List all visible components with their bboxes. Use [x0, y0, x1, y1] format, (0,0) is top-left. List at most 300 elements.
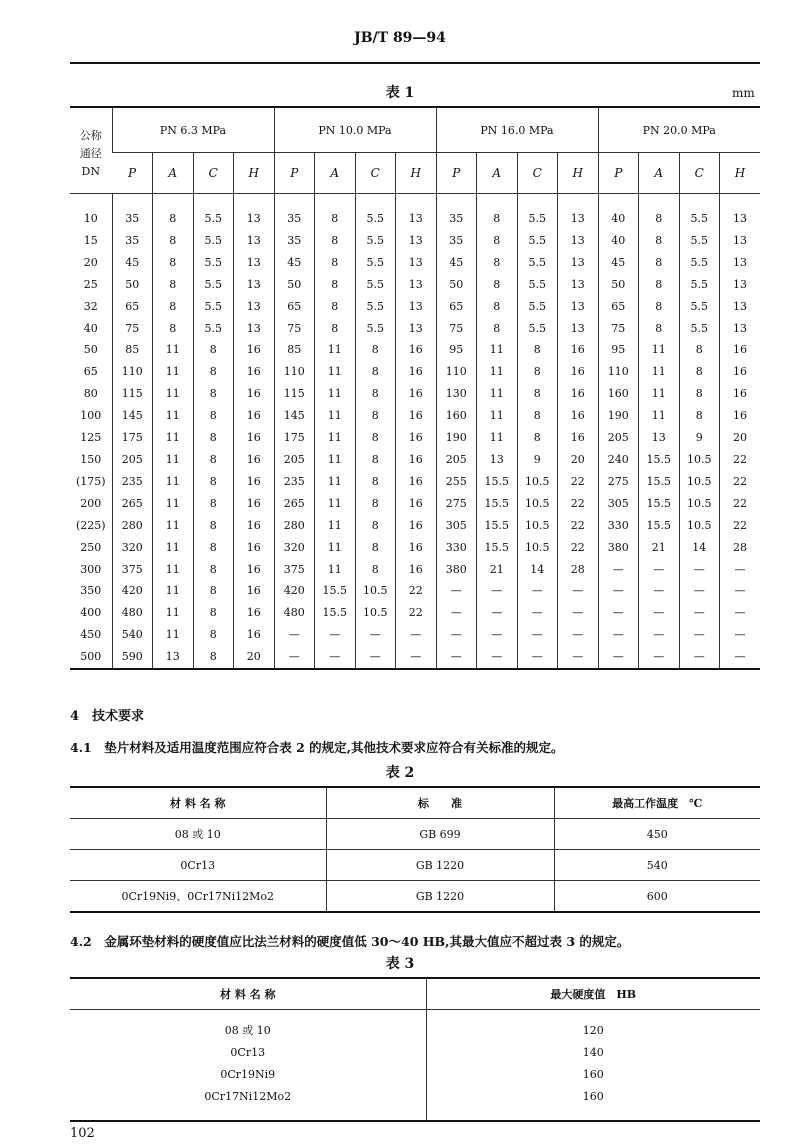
table-cell: 16 [234, 559, 275, 581]
table-cell: 590 [112, 646, 153, 669]
table-cell: — [679, 624, 720, 646]
table-cell: 8 [315, 230, 356, 252]
table-cell: 5.5 [517, 296, 558, 318]
table-cell: 20 [234, 646, 275, 669]
table-cell: 8 [193, 405, 234, 427]
table-cell: 85 [274, 339, 315, 361]
table-cell: 8 [193, 515, 234, 537]
spacer-cell [355, 194, 396, 209]
table-cell: 5.5 [517, 230, 558, 252]
table-cell: 10.5 [679, 471, 720, 493]
table-cell: 65 [598, 296, 639, 318]
spacer-cell [315, 194, 356, 209]
table-row [70, 230, 760, 252]
table-cell: — [517, 580, 558, 602]
table-cell: — [598, 624, 639, 646]
table-cell: 13 [639, 427, 680, 449]
table-cell: 16 [396, 339, 437, 361]
table-cell: 13 [396, 230, 437, 252]
table3-header: 最大硬度值 HB [426, 978, 760, 1010]
dn-cell: 350 [80, 584, 102, 598]
dn-cell: 150 [80, 452, 102, 466]
table-cell: 10.5 [517, 471, 558, 493]
table-row [70, 1063, 760, 1085]
table-cell: 95 [436, 339, 477, 361]
table-cell: 22 [396, 602, 437, 624]
table-cell: 16 [396, 493, 437, 515]
table-cell: — [396, 646, 437, 669]
table-cell: 16 [396, 471, 437, 493]
table-cell: 11 [153, 559, 194, 581]
subcol-header: A [315, 153, 356, 194]
table-cell: 8 [315, 274, 356, 296]
table-cell: 8 [193, 537, 234, 559]
spacer-cell [193, 194, 234, 209]
table-cell: 13 [234, 252, 275, 274]
table-cell: 65 [436, 296, 477, 318]
table-cell: 13 [396, 252, 437, 274]
table-cell: — [598, 646, 639, 669]
table-cell: 11 [639, 361, 680, 383]
table-cell: 5.5 [355, 208, 396, 230]
dn-cell: 32 [83, 299, 98, 313]
table-cell: 16 [396, 537, 437, 559]
table-cell: 5.5 [679, 274, 720, 296]
table-cell: 240 [598, 449, 639, 471]
table-cell: 35 [436, 230, 477, 252]
table-cell: 8 [679, 405, 720, 427]
table-row [70, 427, 760, 449]
table-cell: 11 [315, 427, 356, 449]
table-cell: 110 [274, 361, 315, 383]
table-cell: 8 [153, 296, 194, 318]
table-row [70, 881, 760, 913]
spacer-cell [598, 194, 639, 209]
table-cell: 5.5 [193, 230, 234, 252]
table-cell: 10.5 [679, 493, 720, 515]
table-cell: 8 [355, 405, 396, 427]
subcol-header: P [112, 153, 153, 194]
table-cell: — [720, 646, 761, 669]
table-cell: 13 [720, 208, 761, 230]
table-row [70, 252, 760, 274]
spacer-cell [517, 194, 558, 209]
subcol-header: P [598, 153, 639, 194]
table-row [70, 449, 760, 471]
table-cell: — [679, 602, 720, 624]
table-cell: 375 [112, 559, 153, 581]
table-cell: — [517, 624, 558, 646]
table-cell: 50 [112, 274, 153, 296]
table-cell: — [639, 580, 680, 602]
table-cell: 16 [396, 361, 437, 383]
table-cell: 13 [558, 252, 599, 274]
table-cell: 35 [112, 208, 153, 230]
table-cell: — [436, 580, 477, 602]
table-cell: 16 [720, 405, 761, 427]
table-cell: 16 [234, 580, 275, 602]
subcol-header: H [396, 153, 437, 194]
table-cell: 8 [477, 274, 518, 296]
table-cell: 0Cr13 [70, 850, 326, 881]
table-cell: 110 [436, 361, 477, 383]
table-cell: 16 [234, 602, 275, 624]
spacer-cell [639, 194, 680, 209]
table-cell: GB 1220 [326, 881, 554, 913]
table-cell: 65 [112, 296, 153, 318]
table-row [70, 819, 760, 850]
table-cell: 11 [153, 580, 194, 602]
table-cell: 13 [558, 296, 599, 318]
table-cell: 35 [274, 208, 315, 230]
table-cell: 11 [315, 405, 356, 427]
table-cell: 13 [720, 274, 761, 296]
table-cell: 5.5 [517, 208, 558, 230]
table-cell: 15.5 [639, 515, 680, 537]
table-cell: 11 [315, 515, 356, 537]
table-cell: 11 [153, 515, 194, 537]
table-cell: 11 [477, 405, 518, 427]
table-cell: 235 [274, 471, 315, 493]
dn-header-line3: DN [81, 164, 100, 178]
spacer-cell [679, 194, 720, 209]
table-cell: — [274, 624, 315, 646]
table-cell: — [436, 602, 477, 624]
table-cell: 11 [315, 361, 356, 383]
table-cell: 10.5 [355, 602, 396, 624]
table-cell: 305 [598, 493, 639, 515]
table-cell: 11 [153, 624, 194, 646]
table-row [70, 646, 760, 669]
table-cell: — [477, 602, 518, 624]
dn-cell: 20 [83, 255, 98, 269]
table-cell: — [558, 624, 599, 646]
table-cell: — [639, 559, 680, 581]
table-cell: 15.5 [477, 537, 518, 559]
table-cell: 420 [274, 580, 315, 602]
subcol-header: H [234, 153, 275, 194]
table-cell: 8 [355, 449, 396, 471]
table-cell: 11 [315, 383, 356, 405]
dn-cell: 400 [80, 606, 102, 620]
table-cell: 8 [355, 471, 396, 493]
table-cell: 8 [639, 252, 680, 274]
table-cell: 8 [315, 318, 356, 340]
table-cell: 08 或 10 [224, 1024, 271, 1037]
table-cell: 9 [679, 427, 720, 449]
table-cell: 11 [153, 537, 194, 559]
dn-cell: 125 [80, 431, 102, 445]
table-cell: 11 [153, 405, 194, 427]
table-row [70, 405, 760, 427]
table-cell: 13 [396, 296, 437, 318]
dn-cell: 10 [83, 212, 98, 225]
table-cell: 22 [720, 471, 761, 493]
table-cell: 14 [517, 559, 558, 581]
table-cell: 16 [234, 493, 275, 515]
table-cell: 10.5 [679, 449, 720, 471]
table-cell: 8 [639, 230, 680, 252]
table-cell: 8 [355, 383, 396, 405]
table-cell: 15.5 [477, 515, 518, 537]
table-cell: 85 [112, 339, 153, 361]
table-cell: 9 [517, 449, 558, 471]
table-cell: 15.5 [315, 580, 356, 602]
table-row [70, 361, 760, 383]
table-cell: 5.5 [517, 274, 558, 296]
table-cell: 5.5 [679, 252, 720, 274]
spacer-cell [153, 194, 194, 209]
table-cell: 140 [426, 1041, 760, 1063]
table-cell: 8 [153, 208, 194, 230]
table-cell: 5.5 [193, 274, 234, 296]
spacer-cell [112, 194, 153, 209]
table-cell: 15.5 [639, 449, 680, 471]
table-cell: 13 [558, 274, 599, 296]
table-cell: 13 [234, 208, 275, 230]
subcol-header: C [679, 153, 720, 194]
table-cell: 145 [112, 405, 153, 427]
table-cell: 8 [153, 252, 194, 274]
subcol-header: A [477, 153, 518, 194]
table-cell: 420 [112, 580, 153, 602]
table-cell: 11 [477, 427, 518, 449]
table-cell: — [639, 646, 680, 669]
table-cell: 8 [517, 383, 558, 405]
table-cell: 16 [396, 449, 437, 471]
table-cell: 50 [274, 274, 315, 296]
paragraph-4-1: 4.1 垫片材料及适用温度范围应符合表 2 的规定,其他技术要求应符合有关标准的规定。 [70, 740, 564, 755]
table-cell: 10.5 [355, 580, 396, 602]
table-cell: 330 [436, 537, 477, 559]
table-cell: 160 [426, 1085, 760, 1121]
table-cell: 13 [396, 274, 437, 296]
table-cell: 22 [558, 471, 599, 493]
table-cell: 480 [274, 602, 315, 624]
table-cell: 13 [477, 449, 518, 471]
table-cell: 8 [477, 208, 518, 230]
table-cell: 5.5 [679, 208, 720, 230]
table-cell: — [436, 646, 477, 669]
table-cell: 5.5 [355, 274, 396, 296]
table-cell: 40 [598, 230, 639, 252]
table-cell: 16 [558, 339, 599, 361]
table-cell: 8 [153, 318, 194, 340]
table-cell: 11 [153, 471, 194, 493]
table-cell: 10.5 [517, 493, 558, 515]
table-cell: 8 [355, 515, 396, 537]
subcol-header: A [639, 153, 680, 194]
table-cell: 8 [153, 274, 194, 296]
table-cell: 20 [558, 449, 599, 471]
table-cell: 205 [274, 449, 315, 471]
table-cell: 8 [679, 339, 720, 361]
table1-unit: mm [732, 86, 755, 100]
table2-header: 最高工作温度 ℃ [554, 787, 760, 819]
table-cell: 540 [554, 850, 760, 881]
table-cell: 8 [477, 318, 518, 340]
table-cell: 8 [355, 427, 396, 449]
table-cell: 22 [396, 580, 437, 602]
dn-cell: 100 [80, 409, 102, 423]
spacer-cell [70, 194, 112, 209]
table-cell: 13 [558, 318, 599, 340]
table-cell: 16 [396, 515, 437, 537]
table-cell: — [477, 624, 518, 646]
table2-header: 标 准 [326, 787, 554, 819]
table-cell: 10.5 [517, 537, 558, 559]
table-cell: 8 [315, 208, 356, 230]
table-cell: 115 [112, 383, 153, 405]
table-cell: 15.5 [639, 493, 680, 515]
table-cell: 8 [193, 339, 234, 361]
table-cell: 380 [436, 559, 477, 581]
dn-cell: 65 [83, 365, 98, 379]
table-cell: 8 [315, 252, 356, 274]
table2 [70, 786, 760, 913]
table-cell: 22 [720, 515, 761, 537]
table-cell: 320 [274, 537, 315, 559]
pn-group-header: PN 6.3 MPa [112, 107, 274, 153]
table-cell: 8 [477, 252, 518, 274]
table-cell: 540 [112, 624, 153, 646]
table-cell: 8 [193, 493, 234, 515]
table-cell: 120 [426, 1010, 760, 1042]
paragraph-4-2: 4.2 金属环垫材料的硬度值应比法兰材料的硬度值低 30～40 HB,其最大值应不超过表 3 的规定。 [70, 934, 630, 949]
table-cell: 10.5 [517, 515, 558, 537]
table-cell: 5.5 [193, 208, 234, 230]
table-cell: 190 [436, 427, 477, 449]
dn-cell: 250 [80, 540, 102, 554]
table-cell: 8 [193, 646, 234, 669]
table-cell: 8 [355, 339, 396, 361]
table-cell: 16 [396, 427, 437, 449]
table-cell: 11 [315, 471, 356, 493]
table-cell: 16 [396, 383, 437, 405]
table-cell: 75 [112, 318, 153, 340]
table-cell: 95 [598, 339, 639, 361]
table-row [70, 1010, 760, 1042]
table-row [70, 559, 760, 581]
table-cell: — [517, 646, 558, 669]
table-cell: 115 [274, 383, 315, 405]
pn-group-header: PN 10.0 MPa [274, 107, 436, 153]
table-cell: 28 [558, 559, 599, 581]
table-row [70, 624, 760, 646]
table-cell: 305 [436, 515, 477, 537]
dn-header-line1: 公称 [79, 128, 102, 142]
table-cell: 11 [153, 339, 194, 361]
table-row [70, 1041, 760, 1063]
table-cell: 330 [598, 515, 639, 537]
table-cell: 0Cr19Ni9 [220, 1067, 276, 1081]
table-cell: 16 [720, 361, 761, 383]
table-cell: 15.5 [315, 602, 356, 624]
table-cell: — [436, 624, 477, 646]
table-cell: 205 [598, 427, 639, 449]
table-cell: 21 [477, 559, 518, 581]
table-row [70, 318, 760, 340]
table3-header: 材 料 名 称 [70, 978, 426, 1010]
table-cell: 205 [112, 449, 153, 471]
table-cell: 480 [112, 602, 153, 624]
table-cell: — [396, 624, 437, 646]
table-cell: 8 [193, 559, 234, 581]
table-cell: 11 [315, 493, 356, 515]
table-cell: 0Cr17Ni12Mo2 [70, 1085, 426, 1121]
table-cell: 14 [679, 537, 720, 559]
table-cell: 8 [517, 427, 558, 449]
table-cell: GB 1220 [326, 850, 554, 881]
pn-group-header: PN 20.0 MPa [598, 107, 760, 153]
table-cell: — [720, 580, 761, 602]
table-row [70, 850, 760, 881]
table-cell: 8 [517, 405, 558, 427]
table-cell: 5.5 [193, 318, 234, 340]
table-cell: 8 [193, 449, 234, 471]
table-cell: 45 [274, 252, 315, 274]
dn-cell: 40 [83, 321, 98, 335]
spacer-cell [720, 194, 761, 209]
table-cell: — [679, 559, 720, 581]
dn-cell: (175) [75, 474, 106, 488]
table-cell: 40 [598, 208, 639, 230]
table-cell: 16 [396, 559, 437, 581]
table-cell: 8 [477, 230, 518, 252]
table-cell: 45 [436, 252, 477, 274]
table-cell: 8 [639, 274, 680, 296]
table-cell: 265 [112, 493, 153, 515]
section-4-title: 4 技术要求 [70, 709, 145, 724]
table-cell: 8 [355, 537, 396, 559]
table-cell: 45 [112, 252, 153, 274]
table-cell: 8 [639, 318, 680, 340]
table-cell: 13 [720, 296, 761, 318]
table-cell: 16 [234, 383, 275, 405]
table-cell: — [598, 580, 639, 602]
table-cell: — [720, 559, 761, 581]
table-cell: 13 [234, 318, 275, 340]
table-cell: 11 [639, 339, 680, 361]
table-cell: 265 [274, 493, 315, 515]
table-cell: 16 [558, 361, 599, 383]
table-cell: 22 [720, 493, 761, 515]
table-cell: 11 [153, 493, 194, 515]
table-cell: 16 [234, 515, 275, 537]
table-cell: 8 [517, 361, 558, 383]
header-rule [70, 62, 760, 64]
table-cell: 8 [679, 383, 720, 405]
table-cell: 13 [558, 208, 599, 230]
table-cell: 13 [720, 252, 761, 274]
table-cell: 16 [234, 361, 275, 383]
table-cell: 16 [234, 427, 275, 449]
table-cell: 13 [396, 318, 437, 340]
table-cell: 0Cr19Ni9、0Cr17Ni12Mo2 [70, 881, 326, 913]
table-cell: 11 [315, 449, 356, 471]
table-cell: 16 [558, 405, 599, 427]
subcol-header: H [720, 153, 761, 194]
table-cell: 16 [234, 537, 275, 559]
table-cell: 8 [355, 361, 396, 383]
table-cell: GB 699 [326, 819, 554, 850]
table-cell: 380 [598, 537, 639, 559]
table-cell: — [679, 646, 720, 669]
table-row [70, 208, 760, 230]
table1 [70, 106, 760, 670]
table2-header: 材 料 名 称 [70, 787, 326, 819]
table-cell: 13 [234, 296, 275, 318]
